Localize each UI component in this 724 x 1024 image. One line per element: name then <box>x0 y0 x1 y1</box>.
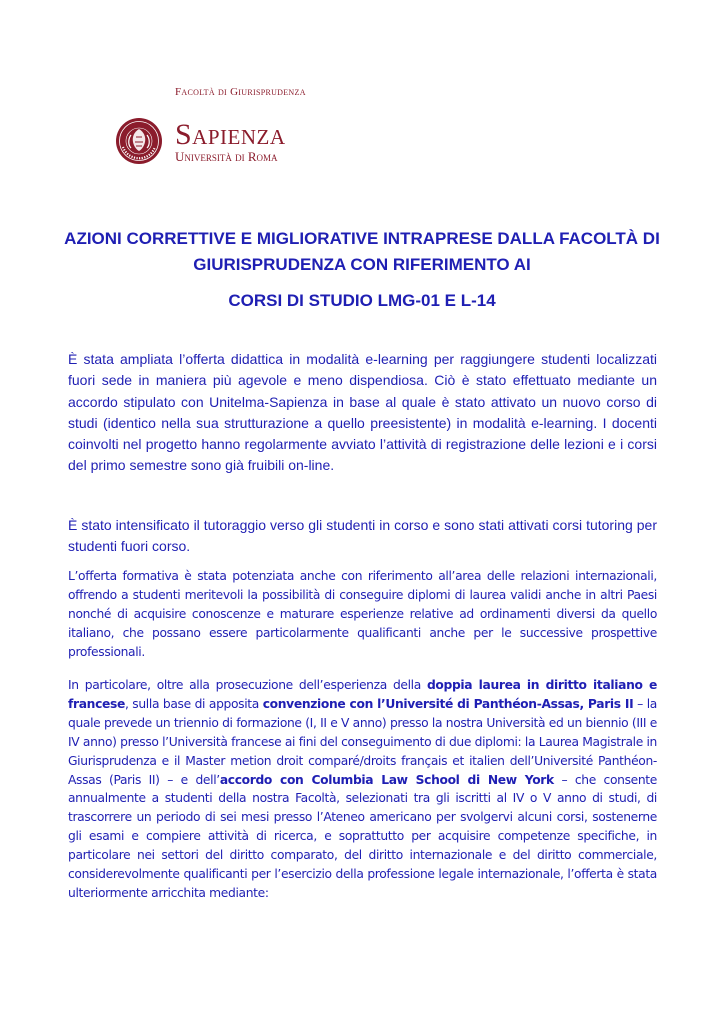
faculty-name: Facoltà di Giurisprudenza <box>175 86 306 98</box>
paragraph-international: L’offerta formativa è stata potenziata anche con riferimento all’area delle relazioni internazionali, offrendo a studenti meritevoli la possibilità di conseguire diplomi di laurea validi anche in altri Paesi nonché di acquisire conoscenze e maturare esperienze relative ad ordinamenti diversi da quello italiano, che possano essere particolarmente qualificanti anche per le successive prospettive professionali. <box>68 569 657 659</box>
paragraph-tutoring: È stato intensificato il tutoraggio verso gli studenti in corso e sono stati attivati corsi tutoring per studenti fuori corso. <box>68 517 657 555</box>
text-span: In particolare, oltre alla prosecuzione dell’esperienza della <box>68 678 427 692</box>
text-span: – che consente annualmente a studenti della nostra Facoltà, selezionati tra gli iscritti al IV o V anno di studi, di trascorrere un periodo di sei mesi presso l’Ateneo americano per svolgervi alcuni corsi, sostenerne gli esami e compiere attività di ricerca, e soprattutto per acquisire competenze specifiche, in particolare nei settori del diritto comparato, del diritto internazionale e del diritto commerciale, considerevolmente qualificanti per l’esercizio della professione legale internazionale, l’offerta è stata ulteriormente arricchita mediante: <box>68 772 657 900</box>
document-title: AZIONI CORRETTIVE E MIGLIORATIVE INTRAPRESE DALLA FACOLTÀ DI GIURISPRUDENZA CON RIFERIMENTO AI <box>64 229 660 274</box>
bold-double-degree: doppia laurea in diritto italiano e francese <box>68 678 657 711</box>
bold-columbia-agreement: accordo con Columbia Law School di New York <box>219 772 554 787</box>
paragraph-double-degree <box>68 676 657 903</box>
sapienza-seal-logo <box>115 117 163 165</box>
brand-subtitle: Università di Roma <box>175 149 278 164</box>
brand-name: Sapienza <box>175 118 286 151</box>
paragraph-elearning: È stata ampliata l’offerta didattica in modalità e-learning per raggiungere studenti localizzati fuori sede in maniera più agevole e meno dispendiosa. Ciò è stato effettuato mediante un accordo stipulato con Unitelma-Sapienza in base al quale è stato attivato un nuovo corso di studi (identico nella sua strutturazione a quello preesistente) in modalità e-learning. I docenti coinvolti nel progetto hanno regolarmente avviato l’attività di registrazione delle lezioni e i corsi del primo semestre sono già fruibili on-line. <box>68 351 657 474</box>
text-span: – la quale prevede un triennio di formazione (I, II e V anno) presso la nostra Università ed un biennio (III e IV anno) presso l’Università francese ai fini del conseguimento di due diplomi: la Laurea Magistrale in Giurisprudenza e il Master metion droit comparé/droits français et italien dell’Université Panthéon-Assas (Paris II) – e dell’ <box>68 696 657 787</box>
text-span: , sulla base di apposita <box>124 696 263 711</box>
document-subtitle: CORSI DI STUDIO LMG-01 E L-14 <box>228 291 496 310</box>
bold-convention-paris: convenzione con l’Université di Panthéon-Assas, Paris II <box>262 696 634 711</box>
